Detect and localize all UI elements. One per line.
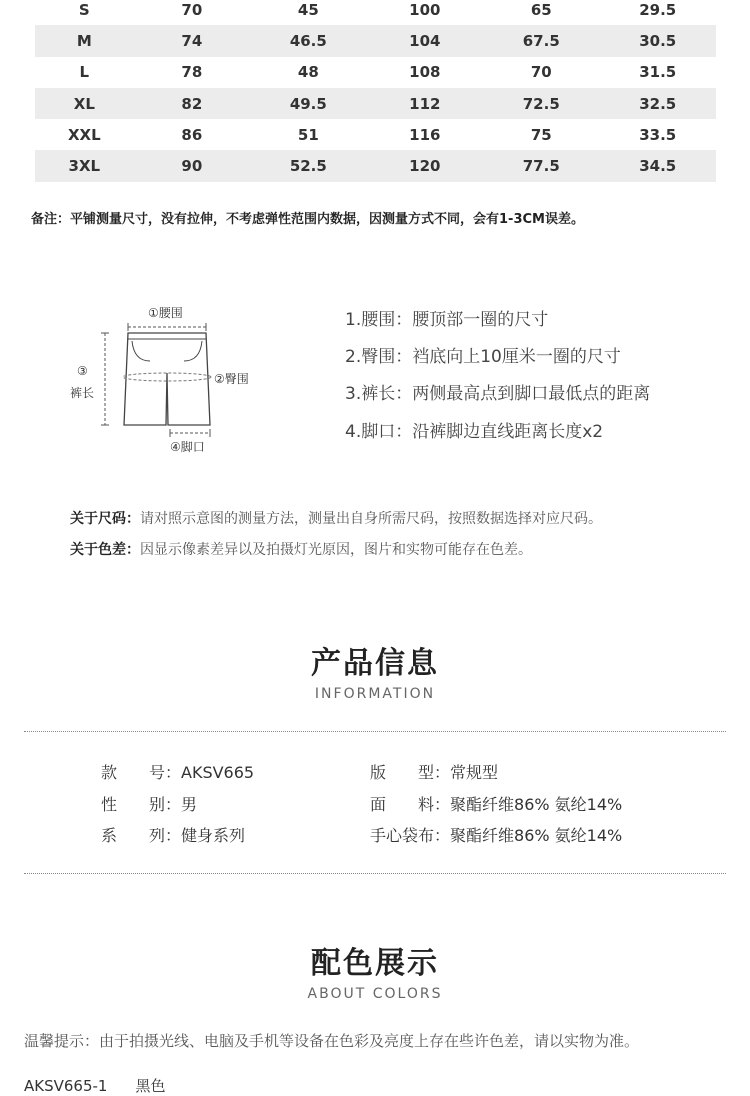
size-cell-value: 104 <box>367 25 483 56</box>
product-info-title: 产品信息 <box>311 646 439 681</box>
info-value: AKSV665 <box>181 763 255 782</box>
size-table <box>35 0 716 182</box>
info-label: 手心袋布： <box>370 826 451 845</box>
size-cell-value: 45 <box>297 0 319 19</box>
info-label: 版 型： <box>370 763 451 782</box>
length-label: 裤长 <box>70 386 95 400</box>
info-right-0 <box>370 760 498 783</box>
colors-subtitle: ABOUT COLORS <box>307 986 443 1002</box>
size-row <box>35 150 716 181</box>
size-cell-label: XXL <box>67 125 101 144</box>
size-cell-value: 31.5 <box>639 63 677 82</box>
color-item-first <box>24 1075 165 1096</box>
size-cell-label: XL <box>35 88 134 119</box>
size-cell-value: 77.5 <box>483 150 599 181</box>
size-cell-value: 78 <box>181 63 203 82</box>
size-row <box>35 57 716 88</box>
size-cell-value: 100 <box>409 0 441 19</box>
size-cell-value: 67.5 <box>483 25 599 56</box>
size-cell-value: 51 <box>297 125 319 144</box>
measurement-note: 备注：平铺测量尺寸，没有拉伸，不考虑弹性范围内数据，因测量方式不同，会有1-3CM误差。 <box>31 212 584 227</box>
size-row <box>35 88 716 119</box>
product-info-subtitle: INFORMATION <box>314 686 436 702</box>
about-size-label: 关于尺码： <box>70 511 140 527</box>
shorts-diagram <box>60 295 290 465</box>
color-name: 黑色 <box>135 1077 166 1095</box>
info-right-2 <box>370 823 622 846</box>
definition-hem: 4.脚口：沿裤脚边直线距离长度x2 <box>345 422 604 442</box>
info-label: 款 号： <box>101 763 182 782</box>
size-cell-value: 116 <box>409 125 441 144</box>
info-value: 健身系列 <box>181 826 246 845</box>
size-cell-label: S <box>78 0 90 19</box>
size-cell-value: 52.5 <box>250 150 366 181</box>
about-color-text: 因显示像素差异以及拍摄灯光原因，图片和实物可能存在色差。 <box>140 542 532 558</box>
size-cell-value: 108 <box>409 63 441 82</box>
info-label: 性 别： <box>101 795 182 814</box>
color-code: AKSV665-1 <box>24 1077 108 1095</box>
info-right-1 <box>370 792 622 815</box>
size-row <box>35 25 716 56</box>
size-cell-value: 46.5 <box>250 25 366 56</box>
hem-label: ④脚口 <box>170 440 205 454</box>
size-row <box>35 119 716 150</box>
info-value: 常规型 <box>450 763 499 782</box>
waist-label: ①腰围 <box>148 306 183 320</box>
size-cell-value: 65 <box>530 0 552 19</box>
about-size-text: 请对照示意图的测量方法，测量出自身所需尺码，按照数据选择对应尺码。 <box>140 511 602 527</box>
size-cell-value: 112 <box>367 88 483 119</box>
info-value: 男 <box>181 795 198 814</box>
size-cell-value: 72.5 <box>483 88 599 119</box>
size-cell-value: 74 <box>134 25 250 56</box>
size-cell-value: 75 <box>530 125 552 144</box>
definition-length: 3.裤长：两侧最高点到脚口最低点的距离 <box>345 384 651 404</box>
size-cell-label: 3XL <box>35 150 134 181</box>
info-label: 面 料： <box>370 795 451 814</box>
size-cell-value: 48 <box>297 63 319 82</box>
info-value: 聚酯纤维86% 氨纶14% <box>450 795 623 814</box>
about-size <box>70 508 602 528</box>
size-cell-value: 70 <box>530 63 552 82</box>
colors-title: 配色展示 <box>311 946 439 981</box>
size-cell-value: 49.5 <box>250 88 366 119</box>
info-value: 聚酯纤维86% 氨纶14% <box>450 826 623 845</box>
info-label: 系 列： <box>101 826 182 845</box>
color-hint: 温馨提示：由于拍摄光线、电脑及手机等设备在色彩及亮度上存在些许色差，请以实物为准。 <box>24 1032 640 1050</box>
hip-label: ②臀围 <box>214 372 249 386</box>
size-cell-value: 86 <box>181 125 203 144</box>
definition-hip: 2.臀围：裆底向上10厘米一圈的尺寸 <box>345 347 621 367</box>
size-cell-value: 30.5 <box>600 25 717 56</box>
size-cell-label: L <box>79 63 90 82</box>
info-left-2 <box>101 823 245 846</box>
size-cell-value: 120 <box>367 150 483 181</box>
size-cell-value: 29.5 <box>639 0 677 19</box>
size-row <box>35 0 716 25</box>
size-cell-label: M <box>35 25 134 56</box>
divider-bottom <box>24 873 726 874</box>
size-cell-value: 33.5 <box>639 125 677 144</box>
about-color <box>70 539 532 559</box>
divider-top <box>24 731 726 732</box>
info-left-0 <box>101 760 254 783</box>
info-left-1 <box>101 792 197 815</box>
size-cell-value: 82 <box>134 88 250 119</box>
about-color-label: 关于色差： <box>70 542 140 558</box>
definition-waist: 1.腰围：腰顶部一圈的尺寸 <box>345 310 549 330</box>
size-cell-value: 70 <box>181 0 203 19</box>
size-cell-value: 90 <box>134 150 250 181</box>
size-cell-value: 34.5 <box>600 150 717 181</box>
length-number: ③ <box>77 364 88 378</box>
size-cell-value: 32.5 <box>600 88 717 119</box>
